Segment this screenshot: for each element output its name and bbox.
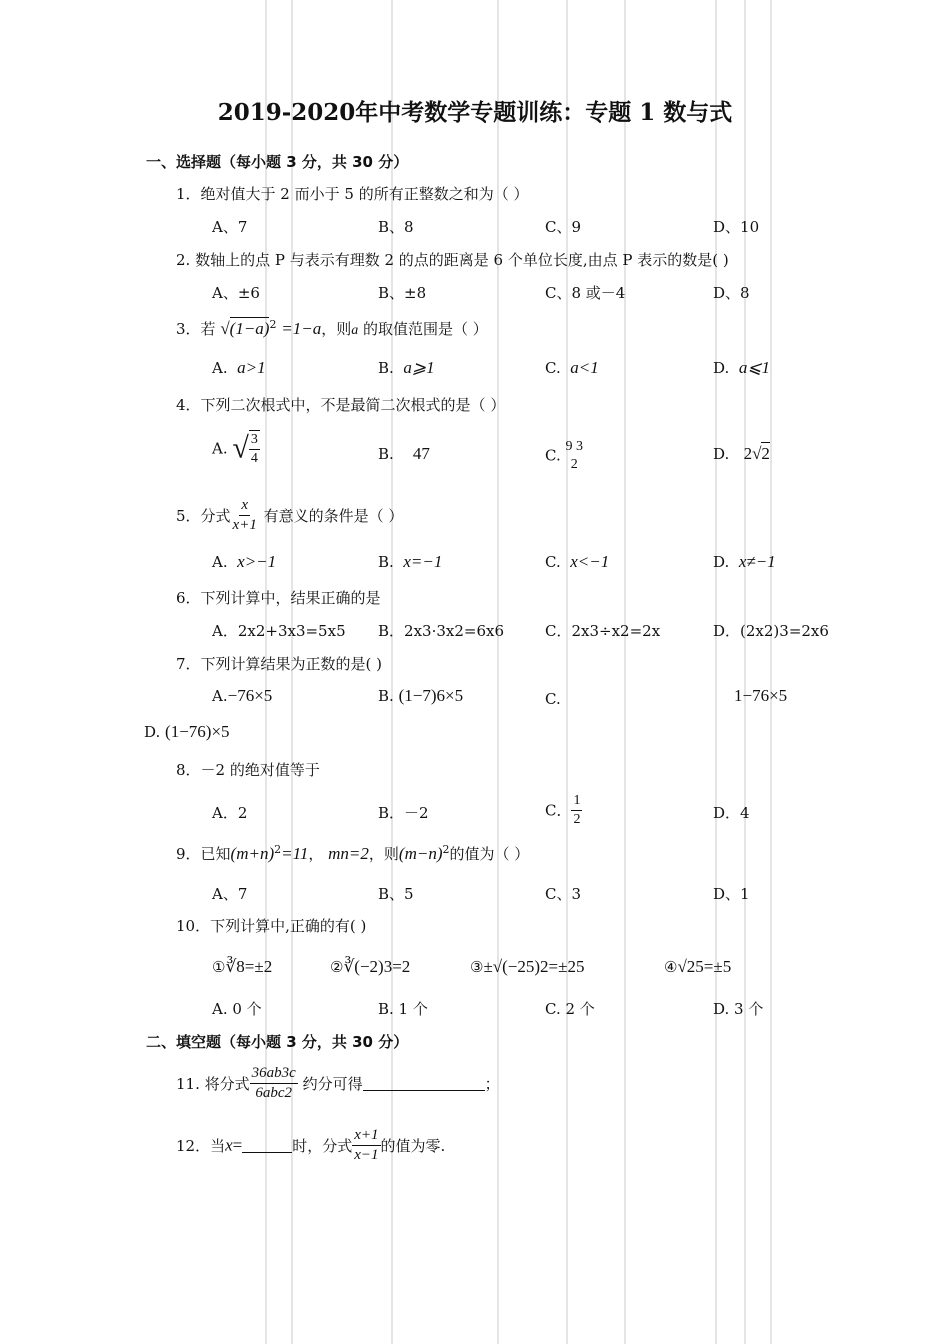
- option-expression: (1−7)6×5: [398, 686, 464, 705]
- question-10-option-a: A. 0 个: [212, 1000, 262, 1018]
- fraction-top: 9 3: [565, 439, 583, 454]
- question-5: [176, 496, 403, 535]
- question-2-option-b: B、±8: [378, 284, 427, 302]
- question-8-option-a: A．2: [212, 804, 248, 822]
- fraction-denominator: 6abc2: [255, 1084, 293, 1101]
- question-3-option-b: [378, 358, 435, 378]
- question-2-option-c: C、8 或－4: [545, 284, 626, 302]
- option-label: B.: [378, 553, 394, 571]
- question-10-text: 10．下列计算中,正确的有( ): [176, 917, 367, 935]
- question-9-option-a: A、7: [212, 885, 248, 903]
- question-10-item-2: [330, 957, 410, 977]
- question-11-prefix: 11. 将分式: [176, 1074, 250, 1093]
- question-2-option-d: D、8: [713, 284, 750, 302]
- option-label: B.: [378, 687, 394, 705]
- question-1-option-b: B、8: [378, 218, 414, 236]
- question-1-option-d: D、10: [713, 218, 760, 236]
- question-3-equation: =1−a: [281, 319, 322, 338]
- question-8-option-c: [545, 792, 582, 828]
- option-label: C.: [545, 446, 561, 465]
- option-expression: x≠−1: [738, 552, 776, 571]
- question-9-expression-3: (m−n): [398, 844, 443, 863]
- question-9-expression-1-value: =11: [281, 844, 309, 863]
- section-heading-fill-in: 二、填空题（每小题 3 分，共 30 分）: [146, 1033, 409, 1051]
- question-6-text: 6．下列计算中，结果正确的是: [176, 589, 381, 607]
- option-expression: x>−1: [237, 552, 277, 571]
- item-label: ③: [470, 958, 484, 976]
- option-label: A.: [212, 687, 228, 705]
- question-11: [176, 1064, 500, 1103]
- option-label: A.: [212, 359, 228, 377]
- question-6-option-d: D．(2x2)3=2x6: [713, 622, 829, 640]
- question-3-radicand: (1−a): [229, 319, 270, 338]
- question-12-fraction: [352, 1126, 380, 1165]
- sqrt-sign: √: [220, 319, 230, 338]
- question-4-option-d: [713, 444, 770, 464]
- question-7-option-c-label: C.: [545, 690, 561, 708]
- section-heading-choice: 一、选择题（每小题 3 分，共 30 分）: [146, 153, 409, 171]
- question-5-option-b: [378, 552, 442, 572]
- question-7-option-a: [212, 686, 272, 706]
- fraction-numerator: 3: [249, 431, 260, 450]
- option-expression: 47: [412, 444, 430, 463]
- question-7-option-d: [144, 722, 230, 742]
- question-1-text: 1．绝对值大于 2 而小于 5 的所有正整数之和为（ ）: [176, 185, 529, 203]
- question-5-option-a: [212, 552, 276, 572]
- question-4-option-a: [212, 430, 260, 467]
- option-expression: 1−76×5: [734, 686, 788, 705]
- question-9-suffix: 的值为（ ）: [449, 845, 530, 863]
- question-6-option-b: B．2x3·3x2=6x6: [378, 622, 504, 640]
- question-3-prefix: 3．若: [176, 320, 216, 338]
- question-12: [176, 1126, 445, 1165]
- fraction-numerator: x+1: [352, 1126, 380, 1146]
- fraction-numerator: 1: [571, 792, 582, 811]
- answer-blank[interactable]: [363, 1076, 485, 1091]
- fraction-denominator: 4: [250, 450, 258, 466]
- option-fraction: [566, 438, 584, 473]
- question-3-variable: a: [351, 323, 359, 338]
- option-label: C．: [545, 801, 572, 820]
- question-9-prefix: 9．已知: [176, 845, 231, 863]
- question-12-mid: 时，分式: [292, 1136, 353, 1155]
- question-9-expression-2: mn=2: [328, 844, 369, 863]
- question-9-expression-1: (m+n): [230, 844, 275, 863]
- question-12-equals: =: [232, 1135, 243, 1155]
- item-expression: √25=±5: [677, 957, 732, 976]
- question-6-option-a: A．2x2+3x3=5x5: [212, 622, 346, 640]
- option-label: A.: [212, 439, 228, 458]
- question-4-option-c: [545, 438, 583, 473]
- sqrt-sign: √: [752, 444, 762, 463]
- item-expression: ∛8=±2: [225, 957, 273, 976]
- question-10-item-3: [470, 957, 584, 977]
- fraction-denominator: x−1: [354, 1146, 379, 1163]
- question-9-exponent-1: 2: [274, 843, 282, 856]
- question-9-mid: ，则: [368, 845, 399, 863]
- question-4-option-b: [378, 444, 430, 464]
- question-7-option-c: [734, 686, 787, 706]
- question-5-fraction: [231, 496, 259, 535]
- question-9-exponent-3: 2: [442, 843, 450, 856]
- question-5-suffix: 有意义的条件是（ ）: [263, 506, 404, 525]
- item-label: ①: [212, 958, 226, 976]
- question-3: [176, 318, 488, 339]
- option-expression: a>1: [237, 358, 266, 377]
- question-9-option-d: D、1: [713, 885, 750, 903]
- question-10-option-c: C. 2 个: [545, 1000, 595, 1018]
- question-12-prefix: 12．当: [176, 1136, 226, 1155]
- fraction-bottom: 2: [570, 456, 578, 472]
- question-10-option-b: B. 1 个: [378, 1000, 428, 1018]
- answer-blank[interactable]: [242, 1138, 292, 1153]
- question-11-end: ；: [484, 1074, 500, 1093]
- question-7-option-b: [378, 686, 463, 706]
- question-2-option-a: A、±6: [212, 284, 260, 302]
- item-label: ②: [330, 958, 344, 976]
- option-expression: x<−1: [570, 552, 610, 571]
- question-8-option-d: D．4: [713, 804, 750, 822]
- fraction-denominator: x+1: [232, 516, 257, 533]
- option-expression: (1−76)×5: [165, 722, 230, 741]
- question-11-suffix: 约分可得: [302, 1074, 363, 1093]
- option-label: C.: [545, 359, 561, 377]
- question-5-option-c: [545, 552, 609, 572]
- fraction-numerator: 36ab3c: [250, 1064, 298, 1084]
- question-5-option-d: [713, 552, 776, 572]
- question-10-item-4: [664, 957, 731, 977]
- item-expression: ±√(−25)2=±25: [483, 957, 585, 976]
- question-9-option-c: C、3: [545, 885, 582, 903]
- page-title: 2019-2020年中考数学专题训练：专题 1 数与式: [217, 99, 733, 126]
- question-1-option-a: A、7: [212, 218, 248, 236]
- option-coefficient: 2: [743, 444, 753, 463]
- option-expression: −76×5: [227, 686, 273, 705]
- question-6-option-c: C．2x3÷x2=2x: [545, 622, 661, 640]
- option-label: D.: [713, 445, 730, 463]
- question-9: [176, 843, 529, 864]
- option-expression: a⩽1: [738, 358, 771, 377]
- option-expression: a⩾1: [403, 358, 435, 377]
- question-3-option-a: [212, 358, 266, 378]
- item-label: ④: [664, 958, 678, 976]
- question-8-text: 8．－2 的绝对值等于: [176, 761, 320, 779]
- question-10-item-1: [212, 957, 272, 977]
- question-3-option-c: [545, 358, 599, 378]
- question-2-text: 2. 数轴上的点 P 与表示有理数 2 的点的距离是 6 个单位长度,由点 P 表示的数是( ): [176, 251, 729, 269]
- option-label: C.: [545, 553, 561, 571]
- option-fraction: [249, 430, 260, 467]
- question-11-fraction: [250, 1064, 298, 1103]
- option-label: B.: [378, 445, 394, 463]
- option-expression: x=−1: [403, 552, 443, 571]
- question-3-suffix: 的取值范围是（ ）: [363, 320, 488, 338]
- sqrt-sign: √: [232, 431, 249, 465]
- option-label: B.: [378, 359, 394, 377]
- question-12-variable: x: [225, 1135, 233, 1155]
- question-10-option-d: D. 3 个: [713, 1000, 764, 1018]
- question-8-option-b: B．－2: [378, 804, 429, 822]
- item-expression: ∛(−2)3=2: [343, 957, 411, 976]
- question-4-text: 4．下列二次根式中，不是最简二次根式的是（ ）: [176, 396, 506, 414]
- fraction-denominator: 2: [573, 811, 581, 827]
- option-label: D.: [713, 359, 730, 377]
- option-fraction: [571, 792, 582, 828]
- question-9-separator: ，: [308, 845, 324, 863]
- question-3-mid: ，则: [321, 320, 352, 338]
- option-expression: a<1: [570, 358, 599, 377]
- fraction-numerator: x: [239, 496, 250, 516]
- option-radicand: 2: [761, 444, 770, 463]
- question-9-option-b: B、5: [378, 885, 414, 903]
- question-7-text: 7．下列计算结果为正数的是( ): [176, 655, 383, 673]
- option-label: D.: [713, 553, 730, 571]
- question-3-exponent: 2: [269, 318, 277, 331]
- option-label: D.: [144, 723, 161, 741]
- question-5-prefix: 5．分式: [176, 506, 231, 525]
- question-3-option-d: [713, 358, 770, 378]
- option-label: A.: [212, 553, 228, 571]
- question-1-option-c: C、9: [545, 218, 582, 236]
- question-12-suffix: 的值为零.: [380, 1136, 446, 1155]
